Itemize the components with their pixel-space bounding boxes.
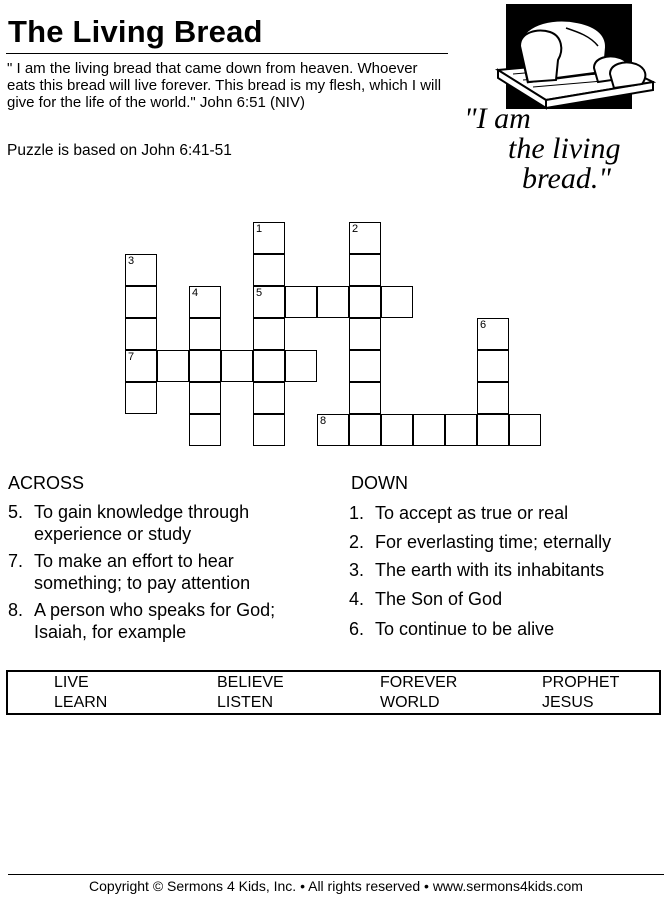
crossword-cell[interactable]	[317, 286, 349, 318]
clue-text: The Son of God	[375, 589, 503, 609]
across-clue	[8, 599, 338, 643]
clue-text: To accept as true or real	[375, 503, 569, 523]
crossword-cell[interactable]	[477, 350, 509, 382]
scripture-quote: " I am the living bread that came down from heaven. Whoever eats this bread will live forever. This bread is my flesh, which I will give for the life of the world." John 6:51 (NIV)	[7, 60, 442, 111]
down-header: DOWN	[351, 473, 408, 493]
clue-num: 4.	[349, 589, 365, 609]
clue-number: 1	[256, 223, 263, 235]
clue-text-line2: something; to pay attention	[34, 573, 251, 593]
clue-number: 2	[352, 223, 359, 235]
word-bank-item: LEARN	[54, 694, 108, 711]
art-caption-line1: "I am	[464, 102, 531, 135]
clue-num: 8.	[8, 600, 24, 620]
word-bank-item: JESUS	[542, 694, 594, 711]
word-bank-item: PROPHET	[542, 674, 620, 691]
clue-text: For everlasting time; eternally	[375, 532, 612, 552]
clue-text-line2: Isaiah, for example	[34, 622, 187, 642]
copyright-footer: Copyright © Sermons 4 Kids, Inc. • All rights reserved • www.sermons4kids.com	[89, 878, 583, 894]
crossword-cell[interactable]	[125, 382, 157, 414]
clue-number: 3	[128, 255, 135, 267]
clue-num: 5.	[8, 502, 24, 522]
crossword-cell[interactable]	[413, 414, 445, 446]
crossword-cell[interactable]	[253, 254, 285, 286]
across-clue	[8, 501, 338, 545]
word-bank-item: FOREVER	[380, 674, 458, 691]
crossword-cell[interactable]	[189, 414, 221, 446]
crossword-cell[interactable]	[317, 414, 349, 446]
crossword-cell[interactable]	[125, 286, 157, 318]
puzzle-source: Puzzle is based on John 6:41-51	[7, 142, 232, 159]
word-bank-item: WORLD	[380, 694, 440, 711]
crossword-cell[interactable]	[349, 350, 381, 382]
clue-text-line2: experience or study	[34, 524, 192, 544]
crossword-cell[interactable]	[285, 286, 317, 318]
word-bank-item: LIVE	[54, 674, 89, 691]
crossword-cell[interactable]	[349, 254, 381, 286]
clue-number: 7	[128, 351, 135, 363]
down-clue	[349, 502, 659, 524]
across-header: ACROSS	[8, 473, 85, 493]
crossword-cell[interactable]	[221, 350, 253, 382]
page-title: The Living Bread	[8, 14, 263, 49]
crossword-cell[interactable]	[349, 382, 381, 414]
crossword-cell[interactable]	[157, 350, 189, 382]
down-clue	[349, 618, 659, 640]
clue-num: 1.	[349, 503, 365, 523]
crossword-cell[interactable]	[509, 414, 541, 446]
across-clue	[8, 550, 338, 594]
word-bank-item: LISTEN	[217, 694, 274, 711]
down-clue	[349, 531, 659, 553]
clue-num: 6.	[349, 619, 365, 639]
crossword-cell[interactable]	[477, 414, 509, 446]
art-caption-line3: bread."	[522, 162, 611, 195]
crossword-cell[interactable]	[253, 318, 285, 350]
crossword-cell[interactable]	[189, 318, 221, 350]
crossword-cell[interactable]	[253, 222, 285, 254]
crossword-cell[interactable]	[477, 382, 509, 414]
clue-text-line1: To gain knowledge through	[34, 502, 250, 522]
crossword-cell[interactable]	[381, 414, 413, 446]
clue-number: 8	[320, 415, 327, 427]
crossword-cell[interactable]	[349, 222, 381, 254]
clue-num: 3.	[349, 560, 365, 580]
crossword-cell[interactable]	[189, 286, 221, 318]
clue-text-line1: To make an effort to hear	[34, 551, 234, 571]
art-caption-line2: the living	[508, 132, 621, 165]
word-bank	[6, 670, 661, 715]
down-clue	[349, 559, 659, 581]
crossword-cell[interactable]	[285, 350, 317, 382]
crossword-cell[interactable]	[253, 414, 285, 446]
clue-num: 2.	[349, 532, 365, 552]
word-bank-item: BELIEVE	[217, 674, 284, 691]
crossword-cell[interactable]	[349, 318, 381, 350]
crossword-cell[interactable]	[189, 350, 221, 382]
clue-text: The earth with its inhabitants	[375, 560, 605, 580]
crossword-cell[interactable]	[253, 286, 285, 318]
crossword-cell[interactable]	[381, 286, 413, 318]
crossword-cell[interactable]	[125, 350, 157, 382]
crossword-cell[interactable]	[349, 414, 381, 446]
clue-number: 4	[192, 287, 199, 299]
clue-number: 6	[480, 319, 487, 331]
clue-text-line1: A person who speaks for God;	[34, 600, 276, 620]
crossword-cell[interactable]	[445, 414, 477, 446]
crossword-cell[interactable]	[189, 382, 221, 414]
clue-text: To continue to be alive	[375, 619, 555, 639]
clue-num: 7.	[8, 551, 24, 571]
crossword-cell[interactable]	[253, 382, 285, 414]
footer-divider	[8, 874, 664, 875]
down-clue	[349, 588, 659, 610]
crossword-cell[interactable]	[125, 318, 157, 350]
clue-number: 5	[256, 287, 263, 299]
crossword-cell[interactable]	[253, 350, 285, 382]
crossword-cell[interactable]	[125, 254, 157, 286]
crossword-cell[interactable]	[477, 318, 509, 350]
crossword-cell[interactable]	[349, 286, 381, 318]
